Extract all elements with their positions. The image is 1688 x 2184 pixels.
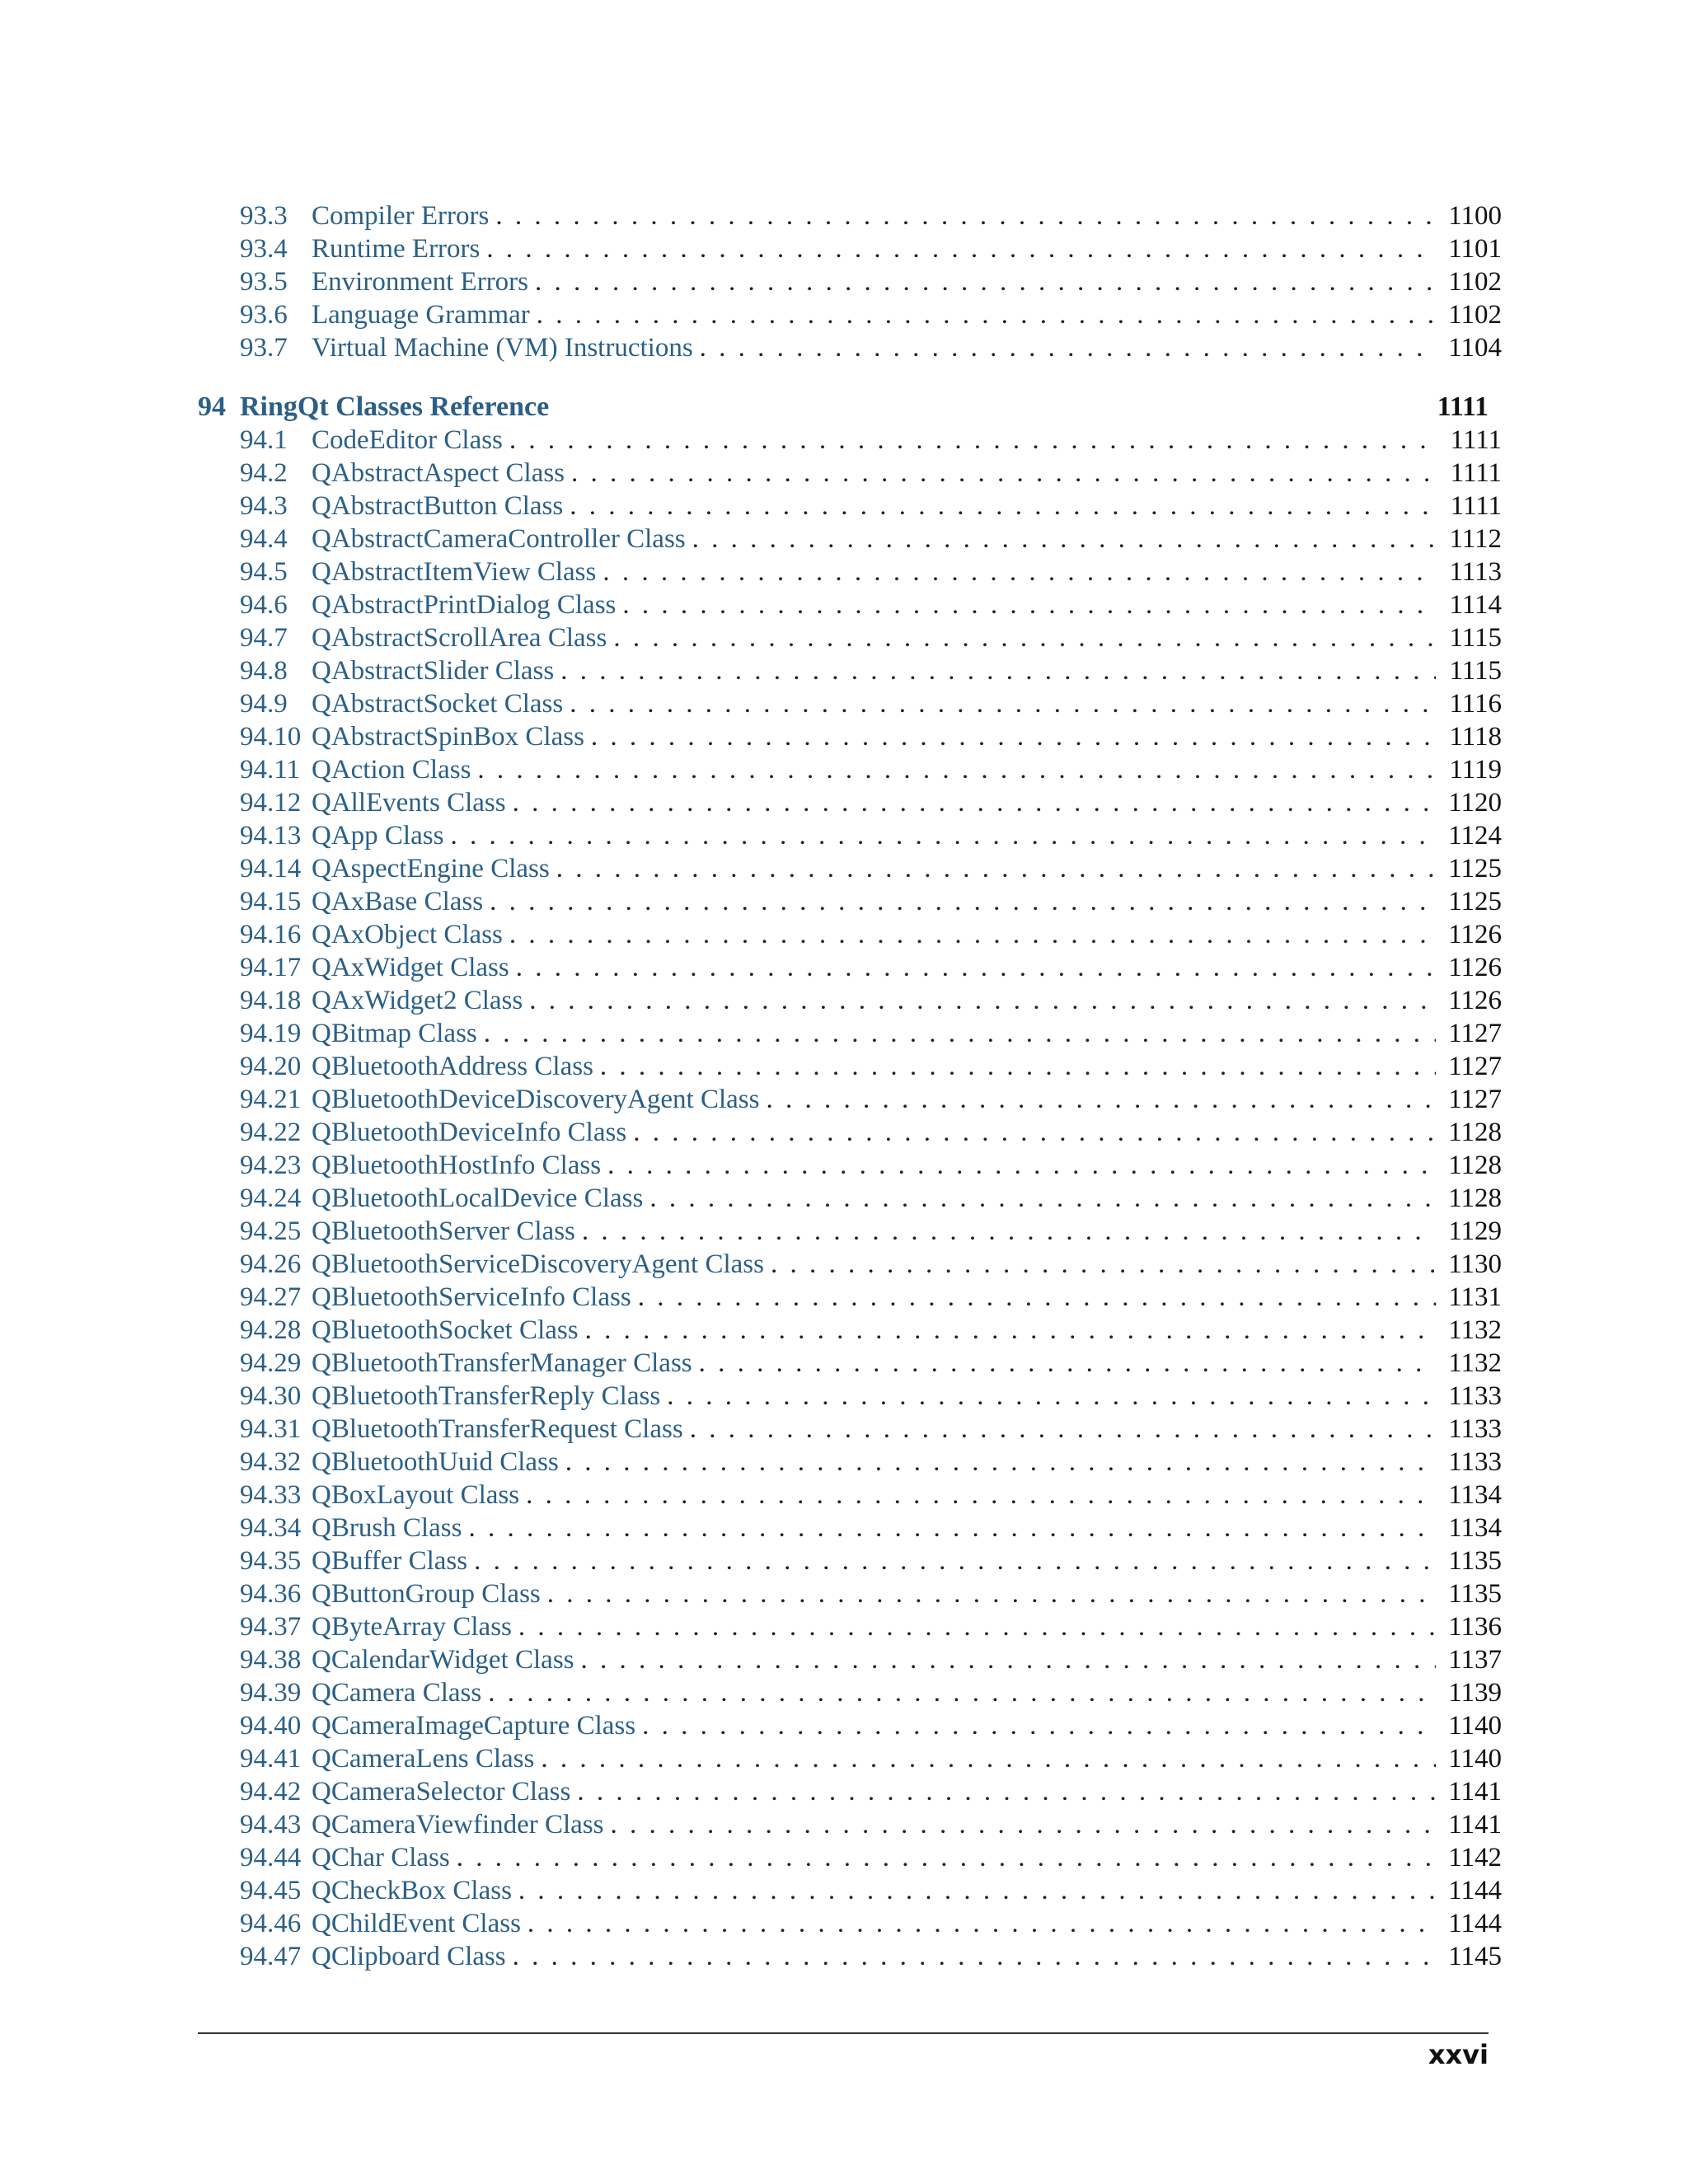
toc-entry[interactable] bbox=[198, 1446, 1502, 1479]
toc-dot-leader bbox=[565, 1446, 1436, 1479]
toc-entry-page-number: 1128 bbox=[1448, 1118, 1502, 1147]
toc-entry-title[interactable]: QAbstractSocket Class bbox=[312, 687, 570, 720]
toc-entry-page-number: 1127 bbox=[1448, 1019, 1502, 1048]
toc-dot-leader bbox=[560, 654, 1436, 687]
toc-entry-title[interactable]: QBluetoothSocket Class bbox=[312, 1314, 585, 1347]
toc-chapter-94[interactable] bbox=[198, 391, 1502, 424]
toc-entry-page-number: 1141 bbox=[1448, 1810, 1502, 1840]
toc-entry[interactable] bbox=[198, 951, 1502, 984]
toc-entry[interactable] bbox=[198, 1281, 1502, 1314]
toc-entry-page-number: 1128 bbox=[1448, 1183, 1502, 1213]
toc-entry-page-number: 1114 bbox=[1449, 590, 1502, 620]
toc-section-93-entries bbox=[198, 199, 1502, 364]
toc-entry-number: 94.24 bbox=[240, 1183, 302, 1213]
toc-entry[interactable] bbox=[198, 1182, 1502, 1215]
toc-entry-title[interactable]: QChildEvent Class bbox=[312, 1907, 528, 1940]
toc-dot-leader bbox=[528, 1907, 1436, 1940]
toc-entry-title[interactable]: QBluetoothServer Class bbox=[312, 1215, 582, 1248]
toc-dot-leader bbox=[633, 1116, 1436, 1149]
toc-entry[interactable] bbox=[198, 424, 1502, 457]
toc-entry-page-number: 1120 bbox=[1448, 788, 1502, 818]
toc-dot-leader bbox=[484, 1017, 1436, 1050]
toc-entry[interactable] bbox=[198, 457, 1502, 490]
toc-dot-leader bbox=[607, 1149, 1436, 1182]
toc-entry-page-number: 1119 bbox=[1449, 755, 1502, 785]
toc-entry-number: 93.3 bbox=[240, 201, 288, 231]
toc-dot-leader bbox=[700, 331, 1436, 364]
toc-entry-page-number: 1130 bbox=[1448, 1249, 1502, 1279]
toc-entry[interactable] bbox=[198, 1643, 1502, 1676]
toc-entry[interactable] bbox=[198, 1116, 1502, 1149]
toc-entry[interactable] bbox=[198, 588, 1502, 621]
toc-entry-title[interactable]: QAxObject Class bbox=[312, 918, 509, 951]
toc-entry-number: 94.38 bbox=[240, 1645, 302, 1675]
toc-entry-number: 94.5 bbox=[240, 557, 288, 587]
toc-entry-number: 94.27 bbox=[240, 1282, 302, 1312]
toc-entry-title[interactable]: QBrush Class bbox=[312, 1511, 468, 1544]
toc-dot-leader bbox=[495, 199, 1436, 232]
toc-entry-page-number: 1115 bbox=[1449, 623, 1502, 653]
toc-entry-page-number: 1104 bbox=[1448, 333, 1502, 363]
toc-entry-page-number: 1112 bbox=[1449, 524, 1502, 554]
toc-entry-number: 93.4 bbox=[240, 234, 288, 264]
toc-entry-title[interactable]: QBluetoothAddress Class bbox=[312, 1050, 600, 1083]
toc-entry-page-number: 1135 bbox=[1448, 1546, 1502, 1576]
toc-entry-page-number: 1137 bbox=[1448, 1645, 1502, 1675]
toc-entry-page-number: 1136 bbox=[1448, 1612, 1502, 1642]
toc-dot-leader bbox=[591, 720, 1436, 753]
toc-entry-number: 94.26 bbox=[240, 1249, 302, 1279]
toc-dot-leader bbox=[600, 1050, 1436, 1083]
toc-entry-page-number: 1141 bbox=[1448, 1777, 1502, 1807]
toc-entry-number: 94.22 bbox=[240, 1118, 302, 1147]
toc-dot-leader bbox=[541, 1742, 1436, 1775]
toc-entry[interactable] bbox=[198, 1775, 1502, 1808]
toc-entry-page-number: 1126 bbox=[1448, 920, 1502, 949]
toc-entry[interactable] bbox=[198, 1017, 1502, 1050]
toc-dot-leader bbox=[611, 1808, 1437, 1841]
toc-entry[interactable] bbox=[198, 1676, 1502, 1709]
toc-entry-number: 94.46 bbox=[240, 1909, 302, 1938]
toc-entry[interactable] bbox=[198, 852, 1502, 885]
toc-entry-title[interactable]: QCameraImageCapture Class bbox=[312, 1709, 642, 1742]
toc-dot-leader bbox=[556, 852, 1436, 885]
toc-entry-number: 94.28 bbox=[240, 1315, 302, 1345]
toc-entry[interactable] bbox=[198, 1808, 1502, 1841]
toc-dot-leader bbox=[547, 1577, 1436, 1610]
toc-entry[interactable] bbox=[198, 786, 1502, 819]
toc-entry-page-number: 1140 bbox=[1448, 1711, 1502, 1741]
toc-entry[interactable] bbox=[198, 1511, 1502, 1544]
toc-entry-title[interactable]: QBoxLayout Class bbox=[312, 1479, 526, 1511]
toc-entry-page-number: 1111 bbox=[1450, 458, 1502, 488]
toc-entry-page-number: 1102 bbox=[1448, 300, 1502, 330]
toc-dot-leader bbox=[571, 457, 1436, 490]
toc-entry-number: 94.29 bbox=[240, 1348, 302, 1378]
toc-entry-title[interactable]: QCameraViewfinder Class bbox=[312, 1808, 611, 1841]
toc-entry-number: 94.41 bbox=[240, 1744, 302, 1774]
toc-entry-title[interactable]: QAxWidget2 Class bbox=[312, 984, 529, 1017]
toc-entry-page-number: 1142 bbox=[1448, 1843, 1502, 1872]
toc-entry[interactable] bbox=[198, 265, 1502, 298]
toc-entry-number: 94.7 bbox=[240, 623, 288, 653]
toc-dot-leader bbox=[642, 1709, 1436, 1742]
toc-entry[interactable] bbox=[198, 1083, 1502, 1116]
toc-dot-leader bbox=[690, 1413, 1436, 1446]
toc-entry-title[interactable]: Compiler Errors bbox=[312, 199, 495, 232]
toc-entry-title[interactable]: QBitmap Class bbox=[312, 1017, 484, 1050]
toc-dot-leader bbox=[570, 687, 1436, 720]
chapter-title[interactable]: RingQt Classes Reference bbox=[240, 391, 550, 422]
toc-dot-leader bbox=[509, 424, 1436, 457]
toc-entry-title[interactable]: QBluetoothDeviceDiscoveryAgent Class bbox=[312, 1083, 766, 1116]
toc-entry-title[interactable]: QAbstractCameraController Class bbox=[312, 523, 692, 555]
toc-dot-leader bbox=[468, 1511, 1436, 1544]
toc-entry-page-number: 1118 bbox=[1449, 722, 1502, 752]
toc-entry-page-number: 1144 bbox=[1448, 1909, 1502, 1938]
toc-dot-leader bbox=[649, 1182, 1436, 1215]
toc-entry-page-number: 1139 bbox=[1448, 1678, 1502, 1708]
toc-dot-leader bbox=[622, 588, 1436, 621]
toc-entry[interactable] bbox=[198, 720, 1502, 753]
toc-entry-number: 94.33 bbox=[240, 1480, 302, 1510]
toc-dot-leader bbox=[518, 1874, 1436, 1907]
toc-entry[interactable] bbox=[198, 1577, 1502, 1610]
toc-entry-title[interactable]: QCalendarWidget Class bbox=[312, 1643, 581, 1676]
toc-dot-leader bbox=[603, 555, 1436, 588]
toc-entry[interactable] bbox=[198, 555, 1502, 588]
chapter-number: 94 bbox=[198, 391, 226, 422]
toc-entry-title[interactable]: QBluetoothTransferRequest Class bbox=[312, 1413, 690, 1446]
toc-entry-number: 94.36 bbox=[240, 1579, 302, 1609]
toc-entry-page-number: 1113 bbox=[1449, 557, 1502, 587]
toc-entry-title[interactable]: QBluetoothLocalDevice Class bbox=[312, 1182, 649, 1215]
toc-dot-leader bbox=[613, 621, 1436, 654]
toc-entry-page-number: 1111 bbox=[1450, 491, 1502, 521]
toc-entry[interactable] bbox=[198, 1479, 1502, 1511]
toc-entry[interactable] bbox=[198, 1413, 1502, 1446]
toc-dot-leader bbox=[457, 1841, 1436, 1874]
toc-entry-title[interactable]: QBluetoothServiceInfo Class bbox=[312, 1281, 638, 1314]
toc-entry-number: 94.34 bbox=[240, 1513, 302, 1543]
toc-entry-title[interactable]: QAspectEngine Class bbox=[312, 852, 556, 885]
toc-dot-leader bbox=[513, 786, 1436, 819]
footer-divider bbox=[198, 2032, 1489, 2034]
toc-entry-page-number: 1133 bbox=[1448, 1414, 1502, 1444]
toc-entry[interactable] bbox=[198, 753, 1502, 786]
toc-entry-number: 94.45 bbox=[240, 1876, 302, 1905]
toc-entry-number: 94.21 bbox=[240, 1085, 302, 1114]
toc-entry-page-number: 1128 bbox=[1448, 1151, 1502, 1180]
toc-entry[interactable] bbox=[198, 1709, 1502, 1742]
toc-dot-leader bbox=[513, 1940, 1436, 1973]
toc-entry[interactable] bbox=[198, 232, 1502, 265]
toc-dot-leader bbox=[581, 1643, 1436, 1676]
toc-entry-number: 94.25 bbox=[240, 1216, 302, 1246]
toc-entry-number: 93.7 bbox=[240, 333, 288, 363]
toc-entry[interactable] bbox=[198, 1907, 1502, 1940]
toc-entry[interactable] bbox=[198, 199, 1502, 232]
toc-dot-leader bbox=[518, 1610, 1436, 1643]
toc-entry[interactable] bbox=[198, 984, 1502, 1017]
toc-dot-leader bbox=[474, 1544, 1436, 1577]
toc-entry[interactable] bbox=[198, 1215, 1502, 1248]
toc-entry-title[interactable]: QBuffer Class bbox=[312, 1544, 474, 1577]
toc-entry-number: 94.14 bbox=[240, 854, 302, 883]
toc-dot-leader bbox=[771, 1248, 1436, 1281]
toc-entry[interactable] bbox=[198, 621, 1502, 654]
toc-entry-page-number: 1134 bbox=[1448, 1513, 1502, 1543]
toc-entry-title[interactable]: QAxWidget Class bbox=[312, 951, 516, 984]
toc-entry-page-number: 1100 bbox=[1448, 201, 1502, 231]
toc-entry-number: 94.40 bbox=[240, 1711, 302, 1741]
toc-entry-page-number: 1145 bbox=[1448, 1942, 1502, 1971]
toc-entry-number: 94.18 bbox=[240, 986, 302, 1015]
toc-entry-number: 94.8 bbox=[240, 656, 288, 686]
toc-entry[interactable] bbox=[198, 819, 1502, 852]
toc-entry-number: 94.17 bbox=[240, 953, 302, 982]
toc-entry-title[interactable]: QAbstractSpinBox Class bbox=[312, 720, 591, 753]
toc-entry-title[interactable]: QCheckBox Class bbox=[312, 1874, 518, 1907]
toc-entry-title[interactable]: QAbstractButton Class bbox=[312, 490, 570, 523]
toc-entry-number: 94.42 bbox=[240, 1777, 302, 1807]
toc-entry-title[interactable]: QClipboard Class bbox=[312, 1940, 513, 1973]
toc-dot-leader bbox=[486, 232, 1436, 265]
toc-entry-number: 94.35 bbox=[240, 1546, 302, 1576]
toc-entry-title[interactable]: QApp Class bbox=[312, 819, 450, 852]
toc-dot-leader bbox=[516, 951, 1436, 984]
toc-section-94-entries bbox=[198, 424, 1502, 1973]
toc-entry-page-number: 1102 bbox=[1448, 267, 1502, 297]
toc-entry[interactable] bbox=[198, 490, 1502, 523]
toc-entry-title[interactable]: QChar Class bbox=[312, 1841, 457, 1874]
toc-dot-leader bbox=[450, 819, 1436, 852]
toc-dot-leader bbox=[582, 1215, 1436, 1248]
toc-entry-page-number: 1126 bbox=[1448, 953, 1502, 982]
toc-entry[interactable] bbox=[198, 1742, 1502, 1775]
toc-entry[interactable] bbox=[198, 1874, 1502, 1907]
toc-entry-title[interactable]: QBluetoothTransferManager Class bbox=[312, 1347, 699, 1380]
toc-dot-leader bbox=[537, 298, 1436, 331]
toc-entry-number: 94.3 bbox=[240, 491, 288, 521]
toc-dot-leader bbox=[585, 1314, 1436, 1347]
toc-entry[interactable] bbox=[198, 1050, 1502, 1083]
toc-entry-number: 94.31 bbox=[240, 1414, 302, 1444]
toc-entry-number: 94.44 bbox=[240, 1843, 302, 1872]
toc-entry-number: 94.12 bbox=[240, 788, 302, 818]
toc-entry[interactable] bbox=[198, 1314, 1502, 1347]
toc-entry-page-number: 1129 bbox=[1448, 1216, 1502, 1246]
toc-entry-title[interactable]: QAxBase Class bbox=[312, 885, 490, 918]
toc-entry[interactable] bbox=[198, 918, 1502, 951]
toc-entry[interactable] bbox=[198, 1841, 1502, 1874]
chapter-page-number: 1111 bbox=[1437, 391, 1489, 422]
toc-entry-number: 94.32 bbox=[240, 1447, 302, 1477]
toc-entry-page-number: 1124 bbox=[1448, 821, 1502, 851]
toc-entry-page-number: 1115 bbox=[1449, 656, 1502, 686]
toc-dot-leader bbox=[667, 1380, 1436, 1413]
toc-entry-number: 94.11 bbox=[240, 755, 301, 785]
toc-entry-page-number: 1127 bbox=[1448, 1085, 1502, 1114]
toc-entry-title[interactable]: Virtual Machine (VM) Instructions bbox=[312, 331, 700, 364]
toc-entry-number: 94.19 bbox=[240, 1019, 302, 1048]
toc-entry-title[interactable]: QBluetoothTransferReply Class bbox=[312, 1380, 667, 1413]
toc-entry-number: 94.23 bbox=[240, 1151, 302, 1180]
toc-entry-number: 94.10 bbox=[240, 722, 302, 752]
toc-dot-leader bbox=[570, 490, 1436, 523]
toc-entry-title[interactable]: QAllEvents Class bbox=[312, 786, 513, 819]
toc-entry-title[interactable]: CodeEditor Class bbox=[312, 424, 509, 457]
toc-entry-number: 94.2 bbox=[240, 458, 288, 488]
toc-entry-title[interactable]: QAbstractScrollArea Class bbox=[312, 621, 613, 654]
toc-dot-leader bbox=[638, 1281, 1436, 1314]
footer-page-number: xxvi bbox=[1428, 2039, 1489, 2070]
toc-entry-page-number: 1140 bbox=[1448, 1744, 1502, 1774]
toc-entry-title[interactable]: QAbstractItemView Class bbox=[312, 555, 603, 588]
toc-entry-page-number: 1133 bbox=[1448, 1447, 1502, 1477]
toc-entry[interactable] bbox=[198, 654, 1502, 687]
toc-entry-page-number: 1116 bbox=[1449, 689, 1502, 719]
toc-entry[interactable] bbox=[198, 1347, 1502, 1380]
toc-entry-number: 94.30 bbox=[240, 1381, 302, 1411]
toc-dot-leader bbox=[526, 1479, 1436, 1511]
toc-entry-title[interactable]: QCameraLens Class bbox=[312, 1742, 541, 1775]
toc-entry-title[interactable]: QCameraSelector Class bbox=[312, 1775, 577, 1808]
toc-entry-number: 94.20 bbox=[240, 1052, 302, 1081]
toc-entry-title[interactable]: QCamera Class bbox=[312, 1676, 488, 1709]
toc-entry-title[interactable]: QBluetoothHostInfo Class bbox=[312, 1149, 607, 1182]
table-of-contents bbox=[198, 199, 1502, 1973]
toc-entry-number: 94.13 bbox=[240, 821, 302, 851]
toc-entry-title[interactable]: QBluetoothDeviceInfo Class bbox=[312, 1116, 633, 1149]
toc-entry[interactable] bbox=[198, 885, 1502, 918]
toc-entry-page-number: 1131 bbox=[1448, 1282, 1502, 1312]
toc-entry-page-number: 1101 bbox=[1448, 234, 1502, 264]
toc-entry-page-number: 1135 bbox=[1448, 1579, 1502, 1609]
toc-dot-leader bbox=[766, 1083, 1436, 1116]
toc-dot-leader bbox=[692, 523, 1436, 555]
toc-dot-leader bbox=[477, 753, 1436, 786]
toc-entry-title[interactable]: QByteArray Class bbox=[312, 1610, 518, 1643]
toc-entry[interactable] bbox=[198, 1544, 1502, 1577]
toc-entry-page-number: 1125 bbox=[1448, 887, 1502, 916]
toc-entry-page-number: 1133 bbox=[1448, 1381, 1502, 1411]
toc-entry-page-number: 1125 bbox=[1448, 854, 1502, 883]
toc-entry-number: 94.9 bbox=[240, 689, 288, 719]
toc-entry-page-number: 1111 bbox=[1450, 425, 1502, 455]
toc-entry-number: 94.15 bbox=[240, 887, 302, 916]
toc-entry-title[interactable]: QAbstractSlider Class bbox=[312, 654, 560, 687]
toc-dot-leader bbox=[509, 918, 1436, 951]
toc-entry-page-number: 1127 bbox=[1448, 1052, 1502, 1081]
toc-entry-page-number: 1126 bbox=[1448, 986, 1502, 1015]
toc-entry[interactable] bbox=[198, 1248, 1502, 1281]
toc-entry-number: 94.43 bbox=[240, 1810, 302, 1840]
toc-entry[interactable] bbox=[198, 1149, 1502, 1182]
toc-entry-title[interactable]: QAbstractPrintDialog Class bbox=[312, 588, 622, 621]
toc-dot-leader bbox=[535, 265, 1436, 298]
toc-entry-number: 93.5 bbox=[240, 267, 288, 297]
toc-entry[interactable] bbox=[198, 331, 1502, 364]
toc-dot-leader bbox=[490, 885, 1436, 918]
toc-entry-number: 94.4 bbox=[240, 524, 288, 554]
toc-entry[interactable] bbox=[198, 1380, 1502, 1413]
toc-entry[interactable] bbox=[198, 687, 1502, 720]
toc-entry-title[interactable]: Language Grammar bbox=[312, 298, 537, 331]
toc-entry[interactable] bbox=[198, 1610, 1502, 1643]
toc-entry-title[interactable]: QAbstractAspect Class bbox=[312, 457, 571, 490]
toc-entry-number: 94.47 bbox=[240, 1942, 302, 1971]
toc-entry-number: 94.39 bbox=[240, 1678, 302, 1708]
toc-entry-page-number: 1144 bbox=[1448, 1876, 1502, 1905]
toc-entry-title[interactable]: QBluetoothServiceDiscoveryAgent Class bbox=[312, 1248, 771, 1281]
toc-entry-number: 94.16 bbox=[240, 920, 302, 949]
toc-entry-page-number: 1132 bbox=[1448, 1315, 1502, 1345]
toc-entry[interactable] bbox=[198, 298, 1502, 331]
toc-dot-leader bbox=[488, 1676, 1436, 1709]
toc-entry-title[interactable]: QBluetoothUuid Class bbox=[312, 1446, 565, 1479]
toc-entry-title[interactable]: Runtime Errors bbox=[312, 232, 486, 265]
toc-entry-title[interactable]: QButtonGroup Class bbox=[312, 1577, 547, 1610]
toc-entry[interactable] bbox=[198, 523, 1502, 555]
toc-entry-title[interactable]: QAction Class bbox=[312, 753, 477, 786]
toc-entry-page-number: 1132 bbox=[1448, 1348, 1502, 1378]
toc-entry-title[interactable]: Environment Errors bbox=[312, 265, 535, 298]
toc-entry-number: 94.37 bbox=[240, 1612, 302, 1642]
toc-entry-number: 93.6 bbox=[240, 300, 288, 330]
toc-dot-leader bbox=[699, 1347, 1436, 1380]
toc-entry-number: 94.6 bbox=[240, 590, 288, 620]
toc-dot-leader bbox=[577, 1775, 1436, 1808]
toc-entry[interactable] bbox=[198, 1940, 1502, 1973]
toc-dot-leader bbox=[529, 984, 1436, 1017]
toc-entry-page-number: 1134 bbox=[1448, 1480, 1502, 1510]
toc-entry-number: 94.1 bbox=[240, 425, 288, 455]
